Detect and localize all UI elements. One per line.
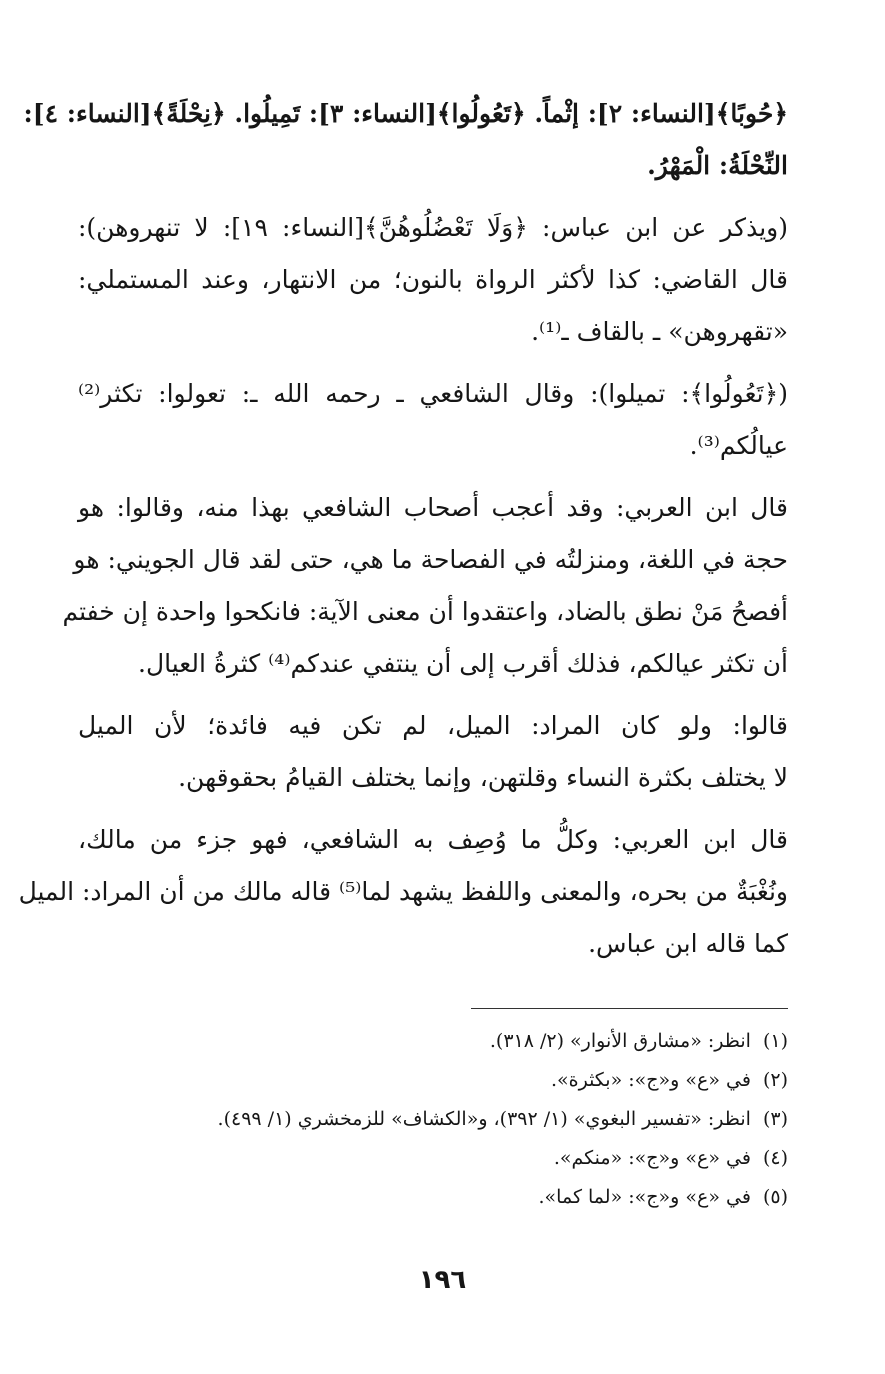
text-line: أفصحُ مَنْ نطق بالضاد، واعتقدوا أن معنى الآية: فانكحوا واحدة إن خفتم [62,597,788,626]
page-number: ١٩٦ [418,1265,467,1295]
text-line: عيالُكم⁽³⁾. [689,431,788,460]
footnotes [60,1022,788,1217]
footnote-item [60,1100,788,1139]
text-line: ونُغْبَةٌ من بحره، والمعنى واللفظ يشهد لما⁽⁵⁾ قاله مالك من أن المراد: الميل [18,877,788,906]
footnote-number: (١) [762,1030,788,1052]
paragraph-qalu [78,700,788,804]
footnote-item [60,1139,788,1178]
paragraph-shafii [78,368,788,472]
footnote-text: في «ع» و«ج»: «بكثرة». [550,1069,751,1091]
paragraph-ibn-abbas [78,202,788,358]
footnote-divider [471,1008,788,1009]
text-line: قال ابن العربي: وقد أعجب أصحاب الشافعي بهذا منه، وقالوا: هو [78,493,788,522]
footnote-text: في «ع» و«ج»: «لما كما». [538,1186,751,1208]
text-line: كما قاله ابن عباس. [588,929,788,958]
text-line: ﴿حُوبًا﴾[النساء: ٢]: إثْماً. ﴿تَعُولُوا﴾[النساء: ٣]: تَمِيلُوا. ﴿نِحْلَةً﴾[النساء: ٤]: [23,99,788,128]
footnote-number: (٣) [762,1108,788,1130]
text-line: حجة في اللغة، ومنزلتُه في الفصاحة ما هي، حتى لقد قال الجويني: هو [73,545,788,574]
text-line: لا يختلف بكثرة النساء وقلتهن، وإنما يختلف القيامُ بحقوقهن. [178,763,788,792]
footnote-text: انظر: «تفسير البغوي» (١/ ٣٩٢)، و«الكشاف» للزمخشري (١/ ٤٩٩). [217,1108,751,1130]
footnote-number: (٢) [762,1069,788,1091]
text-line: (﴿تَعُولُوا﴾: تميلوا): وقال الشافعي ـ رحمه الله ـ: تعولوا: تكثر⁽²⁾ [78,379,788,408]
footnote-item [60,1178,788,1217]
text-line: قالوا: ولو كان المراد: الميل، لم تكن فيه فائدة؛ لأن الميل [78,711,788,740]
text-line: النِّحْلَةُ: الْمَهْرُ. [647,151,788,180]
paragraph-vocabulary [23,88,788,192]
text-line: أن تكثر عيالكم، فذلك أقرب إلى أن ينتفي عندكم⁽⁴⁾ كثرةُ العيال. [138,649,788,678]
text-line: قال القاضي: كذا لأكثر الرواة بالنون؛ من الانتهار، وعند المستملي: [78,265,788,294]
footnote-item [60,1061,788,1100]
footnote-item [60,1022,788,1061]
footnote-text: في «ع» و«ج»: «منكم». [553,1147,751,1169]
paragraph-ibn-arabi-1 [62,482,788,690]
text-line: قال ابن العربي: وكلُّ ما وُصِف به الشافعي، فهو جزء من مالك، [78,825,788,854]
paragraph-ibn-arabi-2 [18,814,788,970]
text-line: «تقهروهن» ـ بالقاف ـ⁽¹⁾. [531,317,788,346]
footnote-number: (٤) [762,1147,788,1169]
text-line: (ويذكر عن ابن عباس: ﴿وَلَا تَعْضُلُوهُنَّ﴾[النساء: ١٩]: لا تنهروهن): [78,213,788,242]
footnote-text: انظر: «مشارق الأنوار» (٢/ ٣١٨). [489,1030,751,1052]
footnote-number: (٥) [762,1186,788,1208]
